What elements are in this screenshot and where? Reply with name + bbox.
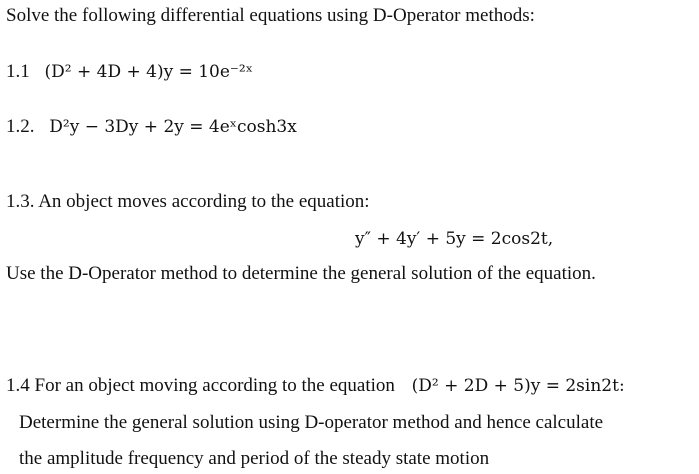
question-1-1 (6, 60, 253, 84)
equation-1-1: (D² + 4D + 4)y = 10e⁻²ˣ (44, 62, 253, 82)
equation-1-3: y″ + 4y′ + 5y = 2cos2t, (355, 229, 554, 249)
question-1-4-intro: 1.4 For an object moving according to the equation (6, 375, 395, 396)
question-1-2 (6, 115, 297, 139)
question-1-4-line2: Determine the general solution using D-operator method and hence calculate (19, 412, 604, 433)
question-1-3-intro: 1.3. An object moves according to the equation: (6, 191, 370, 212)
question-1-4-line3: the amplitude frequency and period of the steady state motion (19, 448, 490, 469)
heading: Solve the following differential equations using D-Operator methods: (6, 5, 535, 26)
question-1-4 (6, 374, 625, 398)
question-number: 1.1 (6, 61, 30, 82)
question-number: 1.2. (6, 116, 35, 137)
equation-1-2: D²y − 3Dy + 2y = 4eˣcosh3x (49, 117, 297, 137)
equation-1-4: (D² + 2D + 5)y = 2sin2t: (411, 376, 625, 396)
question-1-3-instruction: Use the D-Operator method to determine the general solution of the equation. (6, 263, 596, 284)
